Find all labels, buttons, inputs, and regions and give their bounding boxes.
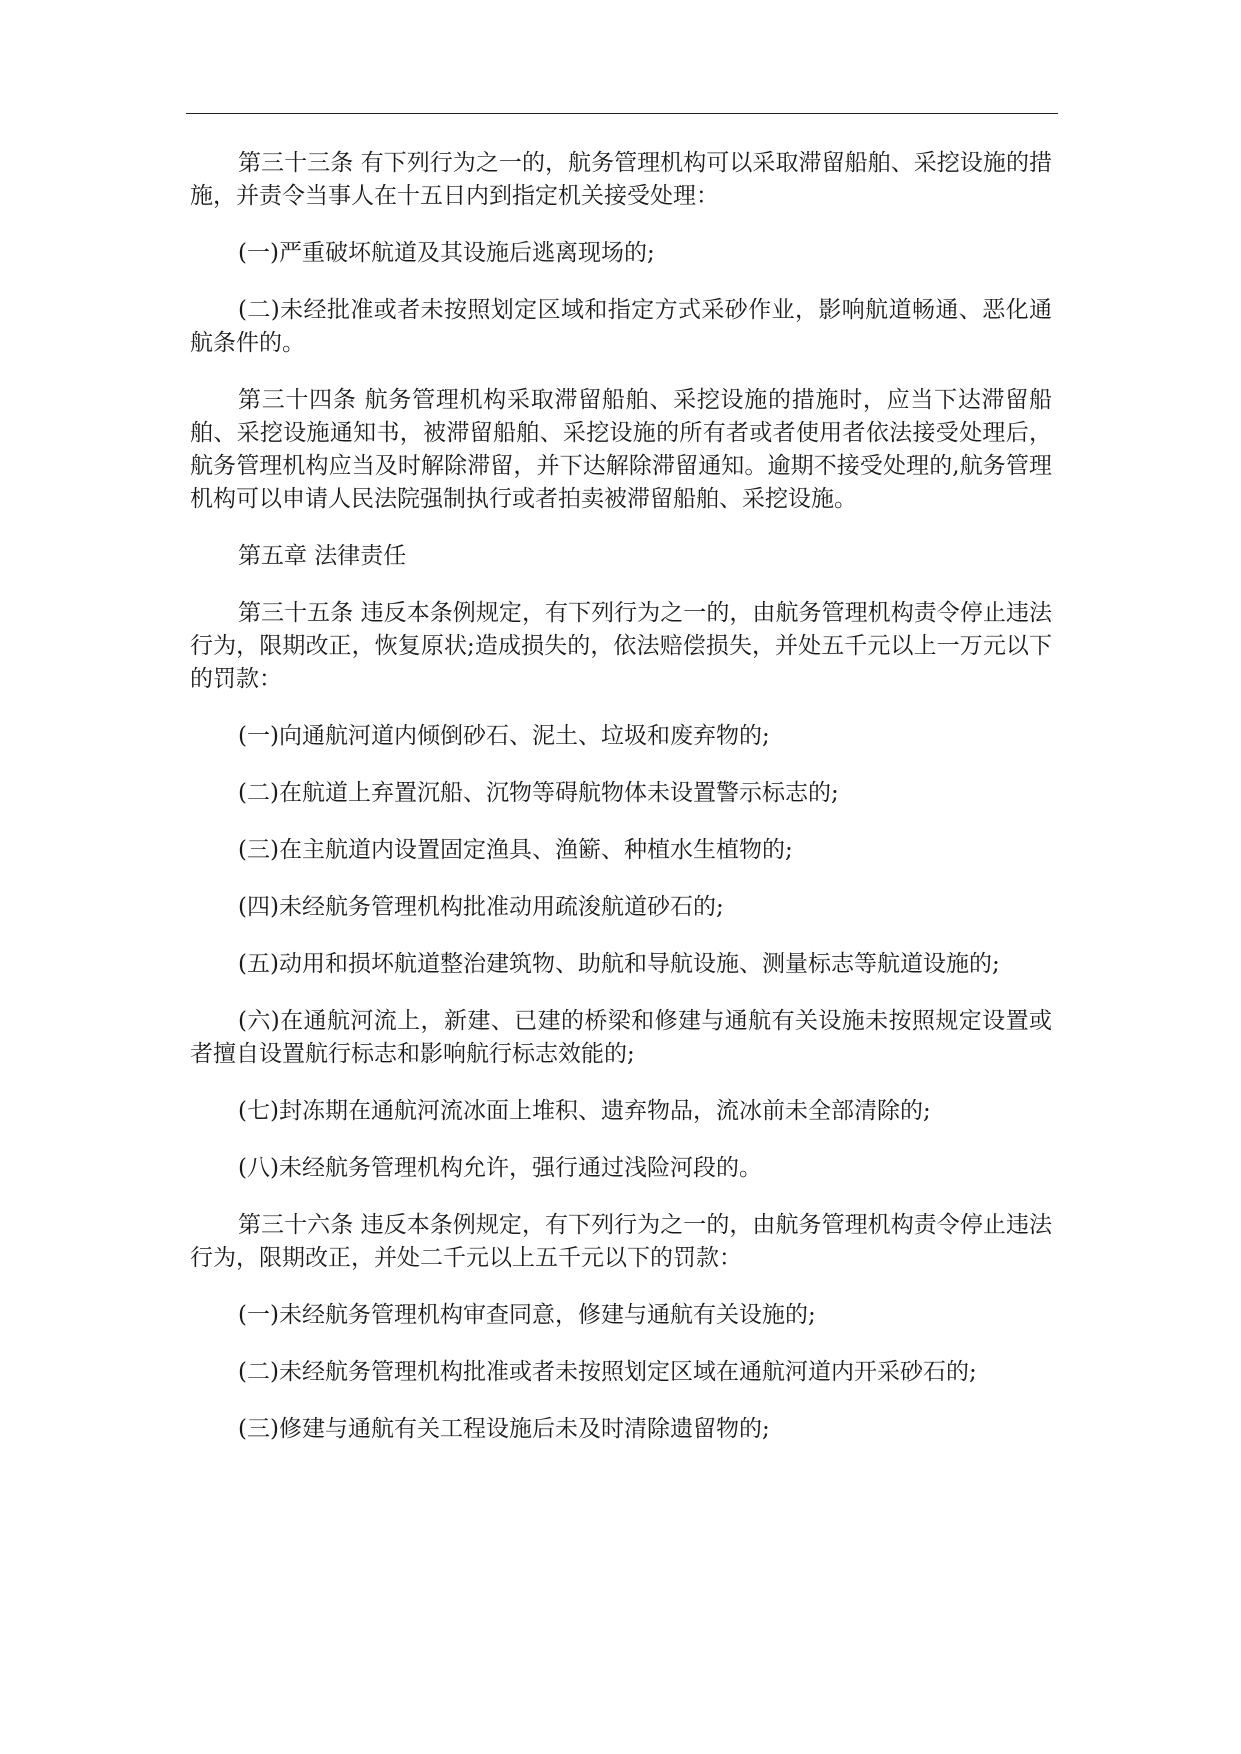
article-33-item-1: (一)严重破坏航道及其设施后逃离现场的; xyxy=(238,240,655,266)
article-35-item-8: (八)未经航务管理机构允许，强行通过浅险河段的。 xyxy=(238,1155,762,1181)
article-36-item-2: (二)未经航务管理机构批准或者未按照划定区域在通航河道内开采砂石的; xyxy=(238,1359,977,1385)
article-35-item-6: (六)在通航河流上，新建、已建的桥梁和修建与通航有关设施未按照规定设置或者擅自设置航行标志和影响航行标志效能的; xyxy=(190,1008,1052,1067)
article-35-item-2: (二)在航道上弃置沉船、沉物等碍航物体未设置警示标志的; xyxy=(238,780,839,806)
article-35-item-4: (四)未经航务管理机构批准动用疏浚航道砂石的; xyxy=(238,894,724,920)
article-36-item-3: (三)修建与通航有关工程设施后未及时清除遗留物的; xyxy=(238,1416,770,1442)
article-35: 第三十五条 违反本条例规定，有下列行为之一的，由航务管理机构责令停止违法行为，限期改正，恢复原状;造成损失的，依法赔偿损失，并处五千元以上一万元以下的罚款： xyxy=(190,600,1052,692)
article-34: 第三十四条 航务管理机构采取滞留船舶、采挖设施的措施时，应当下达滞留船舶、采挖设施通知书，被滞留船舶、采挖设施的所有者或者使用者依法接受处理后，航务管理机构应当及时解除滞留，并下达解除滞留通知。逾期不接受处理的,航务管理机构可以申请人民法院强制执行或者拍卖被滞留船舶、采挖设施。 xyxy=(190,387,1052,512)
article-35-item-3: (三)在主航道内设置固定渔具、渔簖、种植水生植物的; xyxy=(238,837,793,863)
header-rule xyxy=(186,113,1058,114)
article-33: 第三十三条 有下列行为之一的，航务管理机构可以采取滞留船舶、采挖设施的措施，并责令当事人在十五日内到指定机关接受处理： xyxy=(190,150,1052,209)
article-36-item-1: (一)未经航务管理机构审查同意，修建与通航有关设施的; xyxy=(238,1302,816,1328)
document-body xyxy=(190,147,1052,1470)
article-35-item-1: (一)向通航河道内倾倒砂石、泥土、垃圾和废弃物的; xyxy=(238,723,770,749)
article-36: 第三十六条 违反本条例规定，有下列行为之一的，由航务管理机构责令停止违法行为，限期改正，并处二千元以上五千元以下的罚款： xyxy=(190,1212,1052,1271)
article-35-item-5: (五)动用和损坏航道整治建筑物、助航和导航设施、测量标志等航道设施的; xyxy=(238,951,1000,977)
article-33-item-2: (二)未经批准或者未按照划定区域和指定方式采砂作业，影响航道畅通、恶化通航条件的。 xyxy=(190,297,1052,356)
chapter-5-heading: 第五章 法律责任 xyxy=(238,543,407,569)
article-35-item-7: (七)封冻期在通航河流冰面上堆积、遗弃物品，流冰前未全部清除的; xyxy=(238,1098,931,1124)
